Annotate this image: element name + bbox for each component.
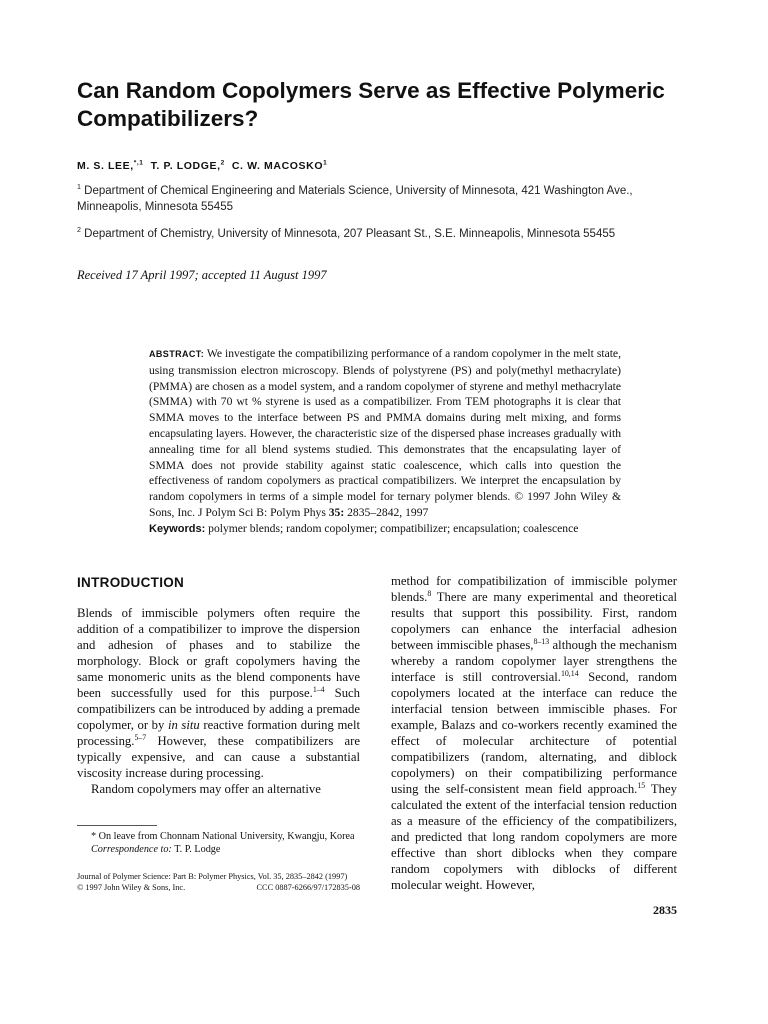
affiliation-marker: 2 [77, 226, 81, 235]
affiliation-text: Department of Chemistry, University of Minnesota, 207 Pleasant St., S.E. Minneapolis, Minnesota 55455 [84, 228, 616, 240]
author-macosko: C. W. MACOSKO [231, 160, 324, 172]
page-number: 2835 [653, 903, 677, 917]
abstract-label: ABSTRACT: [149, 349, 205, 359]
keywords-text: polymer blends; random copolymer; compatibilizer; encapsulation; coalescence [208, 521, 579, 535]
text-run: Such compatibilizers can be introduced by adding a premade copolymer, or by [77, 686, 361, 732]
abstract-pages: 2835–2842, 1997 [347, 505, 429, 519]
emphasis: in situ [167, 718, 200, 732]
author-macosko-affil: 1 [323, 159, 328, 167]
text-run: They calculated the extent of the interfacial tension reduction as a measure of the efficiency of the compatibilizers, and predicted that long random copolymers are more effective than short diblocks when they compare random copolymers with diblocks of different molecular weight. However, [391, 782, 677, 892]
received-dates: Received 17 April 1997; accepted 11 August 1997 [77, 268, 327, 282]
paragraph [77, 605, 360, 781]
text-run: However, these compatibilizers are typically expensive, and can cause a substantial viscosity increase during processing. [77, 734, 360, 780]
affiliation-2 [77, 226, 697, 242]
citation: 1–4 [312, 684, 325, 694]
citation: 8–13 [533, 636, 550, 646]
journal-copyright-row [77, 883, 360, 894]
author-list [77, 160, 327, 172]
footnotes [77, 831, 360, 856]
journal-info [77, 872, 360, 893]
correspondence-name: T. P. Lodge [174, 843, 221, 855]
section-heading: INTRODUCTION [77, 575, 185, 590]
footnote-rule [77, 825, 157, 826]
affiliation-1 [77, 183, 697, 215]
text-run: Blends of immiscible polymers often require the addition of a compatibilizer to improve the dispersion and adhesion of phases and to stabilize the morphology. Block or graft copolymers having the same monomeric units as the blend components have been successfully used for this purpose. [77, 606, 360, 700]
left-column [77, 605, 360, 797]
author-lee: M. S. LEE, [77, 160, 134, 172]
journal-ccc: CCC 0887-6266/97/172835-08 [256, 882, 360, 892]
article-title: Can Random Copolymers Serve as Effective Polymeric Compatibilizers? [77, 78, 665, 131]
journal-copyright: © 1997 John Wiley & Sons, Inc. [77, 882, 186, 892]
correspondence-label: Correspondence to: [91, 843, 172, 855]
right-column [391, 573, 677, 893]
footnote-correspondence [77, 844, 360, 857]
affiliation-text: Department of Chemical Engineering and Materials Science, University of Minnesota, 421 Washington Ave., Minneapolis, Minnesota 55455 [77, 185, 633, 213]
author-lodge: T. P. LODGE, [150, 160, 221, 172]
author-lee-affil: *,1 [133, 159, 144, 167]
citation: 8 [427, 588, 432, 598]
affiliation-marker: 1 [77, 183, 81, 192]
text-run: although the mechanism whereby a random copolymer layer strengthens the interface is still controversial. [391, 638, 678, 684]
citation: 5–7 [134, 732, 147, 742]
text-run: There are many experimental and theoretical results that support this possibility. First, random copolymers can enhance the interfacial adhesion between immiscible phases, [391, 590, 677, 652]
text-run: method for compatibilization of immiscible polymer blends. [391, 574, 677, 604]
citation: 15 [637, 780, 646, 790]
paragraph: Random copolymers may offer an alternative [91, 782, 321, 796]
keywords-label: Keywords: [149, 522, 206, 535]
author-lodge-affil: 2 [220, 159, 225, 167]
abstract-volume: 35: [328, 505, 345, 519]
abstract-text: We investigate the compatibilizing performance of a random copolymer in the melt state, using transmission electron microscopy. Blends of polystyrene (PS) and poly(methyl methacrylate) (PMMA) are chosen as a model system, and a random copolymer of styrene and methyl methacrylate (SMMA) with 70 wt % styrene is used as a compatibilizer. From TEM photographs it is clear that SMMA moves to the interface between PS and PMMA domains during melt mixing, and forms encapsulating layers. However, the characteristic size of the dispersed phase increases gradually with annealing time for all blend systems studied. This demonstrates that the encapsulating layer of SMMA does not provide stability against static coalescence, which calls into question the effectiveness of random copolymers as practical compatibilizers. We interpret the encapsulation by random copolymers in terms of a simple model for ternary polymer blends. © 1997 John Wiley & Sons, Inc. J Polym Sci B: Polym Phys [149, 347, 621, 519]
text-run: Second, random copolymers located at the interface can reduce the interfacial tension between immiscible phases. For example, Balazs and co-workers recently examined the effect of molecular architecture of potential compatibilizers (random, alternating, and diblock copolymers) on their compatibilizing performance using the self-consistent mean field approach. [391, 670, 678, 796]
paragraph [391, 573, 677, 893]
citation: 10,14 [560, 668, 579, 678]
journal-citation: Journal of Polymer Science: Part B: Polymer Physics, Vol. 35, 2835–2842 (1997) [77, 872, 348, 881]
text-run: reactive formation during melt processing. [77, 718, 360, 748]
footnote-leave: * On leave from Chonnam National University, Kwangju, Korea [91, 831, 355, 842]
abstract [149, 346, 621, 538]
